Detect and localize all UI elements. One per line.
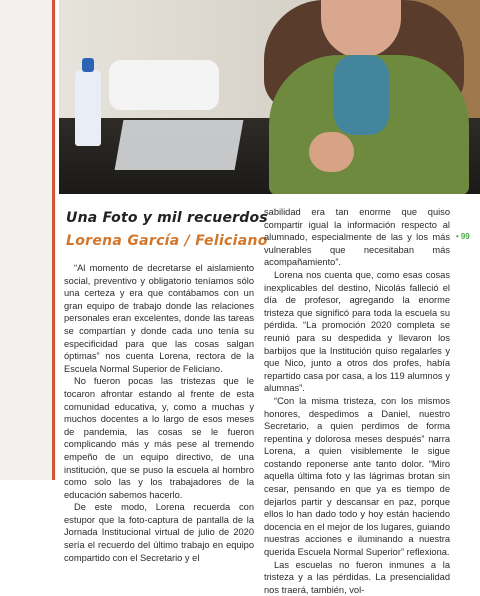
paragraph: sabilidad era tan enorme que quiso compartir igual la información respecto al alumnado, especialmente de las y los más vulnerables que necesitaban más acompañamiento”. (264, 207, 450, 268)
page-number: • 99 (456, 232, 470, 241)
white-cushion (109, 60, 219, 110)
article-author: Lorena García / Feliciano (66, 233, 268, 249)
left-margin-strip (0, 0, 56, 480)
article-title: Una Foto y mil recuerdos (66, 210, 268, 226)
sanitizer-bottle (75, 70, 101, 146)
text-column-right (264, 206, 450, 596)
paragraph: De este modo, Lorena recuerda con estupor que la foto-captura de pantalla de la Jornada Institucional virtual de julio de 2020 sería el recuerdo del último trabajo en equipo compartido con el Secretario y el (64, 502, 254, 563)
person-scarf (334, 55, 389, 135)
folded-hands (309, 132, 354, 172)
paragraph: No fueron pocas las tristezas que le tocaron afrontar estando al frente de esta comunidad educativa, y, como a muchas y muchos docentes a lo largo de esos meses de pandemia, las cosas se le fueron complicando más y más pese al tremendo empeño de un equipo directivo, de una institución, que se puso la escuela al hombro como solo las y los trabajadores de la educación sabemos hacerlo. (64, 376, 254, 500)
paragraph: Lorena nos cuenta que, como esas cosas inexplicables del destino, Nicolás falleció el día de profesor, agregando la enorme tristeza que significó para toda la escuela su pérdida. “La promoción 2020 completa se reunió para su despedida y llevaron los barbijos que la Institución quiso regalarles y que Nico, junto a otros dos profes, había repartido casa por casa, a los 119 alumnos y alumnas”. (264, 269, 450, 394)
paragraph: “Con la misma tristeza, con los mismos honores, despedimos a Daniel, nuestro Secretario, a quien perdimos de forma repentina y dolorosa meses después” narra Lorena, a quien visiblemente le sigue costando reponerse ante tanto dolor. “Miro aquella última foto y las lágrimas brotan sin cesar, pensando en que ya es tiempo de dejarlos partir y descansar en paz, porque ellos lo han dado todo y hoy están haciendo docencia en el mejor de los lugares, guiando nuestras acciones e iluminando a nuestra querida Escuela Normal Superior” reflexiona. (264, 395, 450, 558)
red-margin-rule (52, 0, 55, 480)
text-column-left (64, 262, 254, 564)
article-photo (59, 0, 480, 194)
paragraph: Las escuelas no fueron inmunes a la tristeza y a las pérdidas. La presencialidad nos traerá, también, vol- (264, 559, 450, 595)
papers-on-desk (115, 120, 244, 170)
paragraph: “Al momento de decretarse el aislamiento social, preventivo y obligatorio teníamos sólo una certeza y era que contábamos con un gran equipo de trabajo donde las relaciones personales eran excelentes, donde las tareas se compartían y donde cada uno tenía su especificidad para que las cosas salgan óptimas” nos cuenta Lorena, rectora de la Escuela Normal Superior de Feliciano. (64, 263, 254, 374)
